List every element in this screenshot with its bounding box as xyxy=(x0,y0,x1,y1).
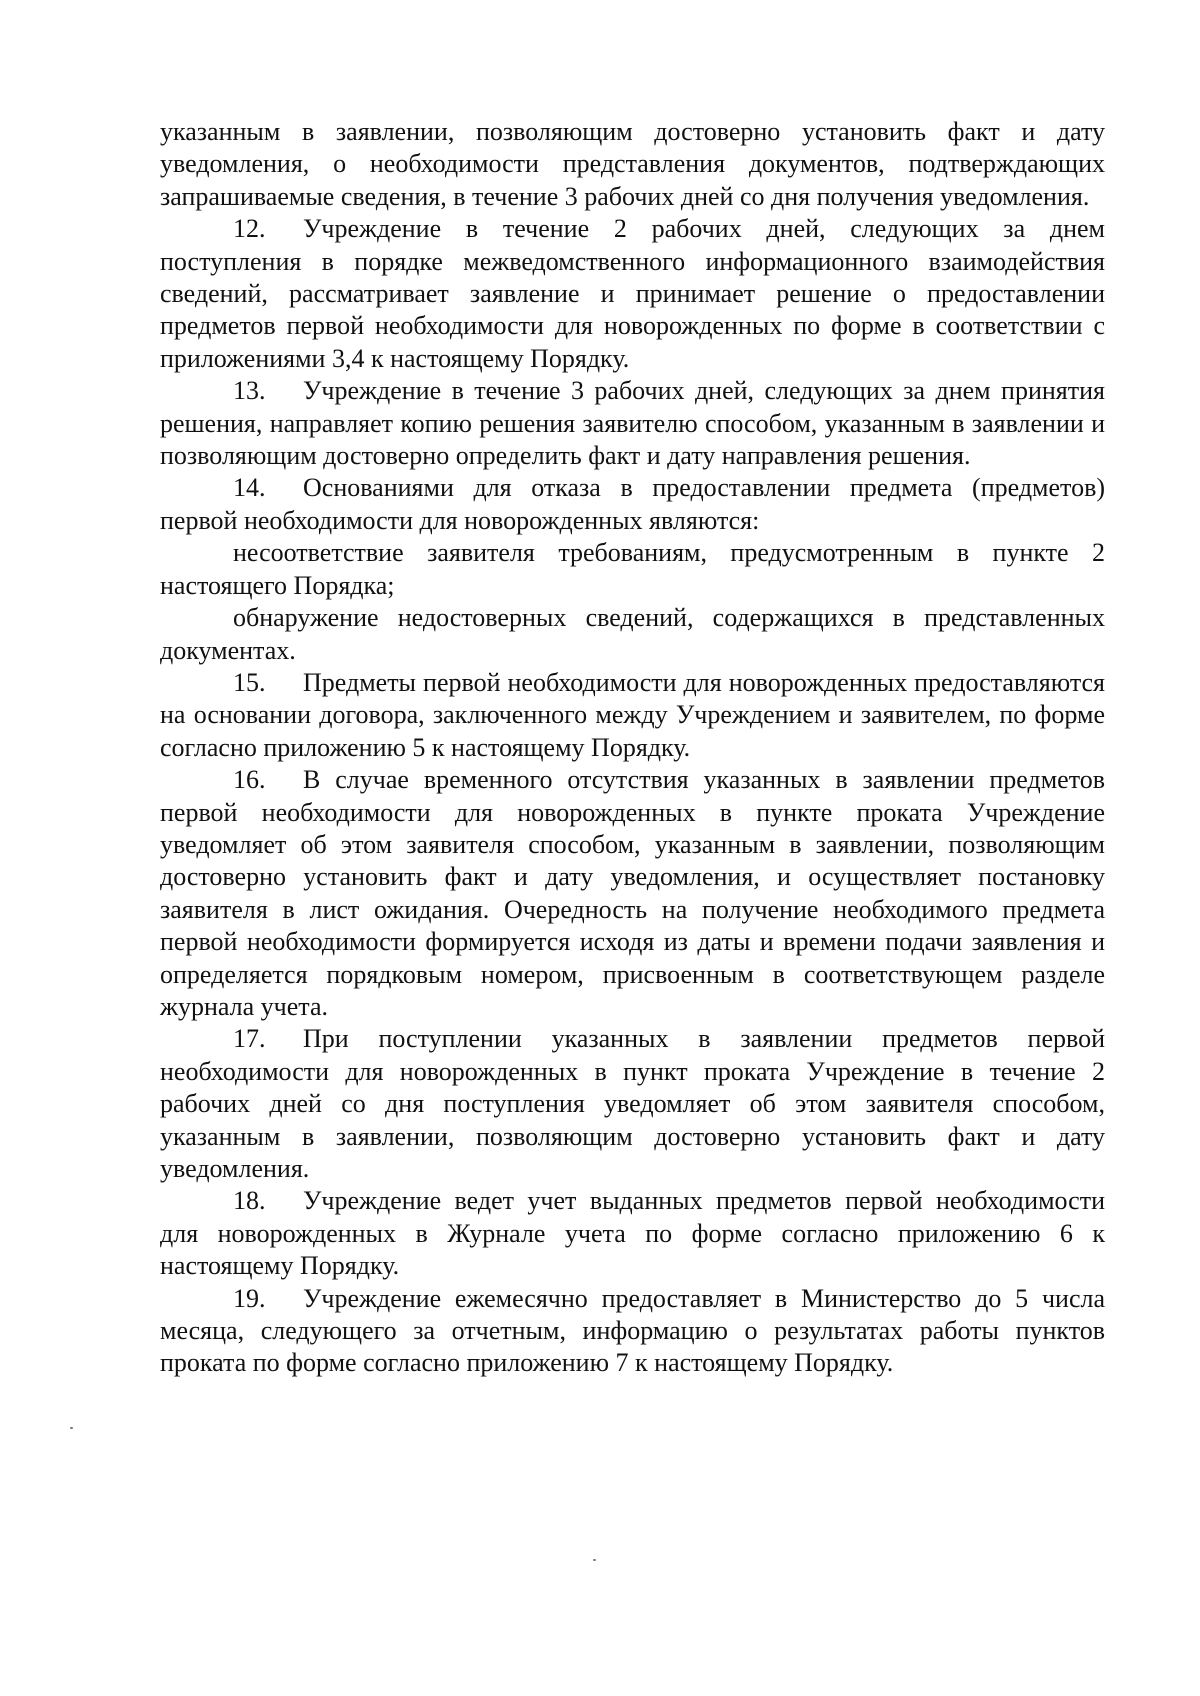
clause-14 xyxy=(160,472,1105,537)
clause-18 xyxy=(160,1185,1105,1282)
clause-text: При поступлении указанных в заявлении предметов первой необходимости для новорожденных в пункт проката Учреждение в течение 2 рабочих дней со дня поступления уведомляет об этом заявителя способом, указанным в заявлении, позволяющим достоверно установить факт и дату уведомления. xyxy=(160,1024,1105,1183)
clause-number: 19. xyxy=(233,1283,266,1313)
clause-number: 12. xyxy=(233,214,266,244)
clause-number: 16. xyxy=(233,765,266,795)
clause-text: Учреждение ведет учет выданных предметов первой необходимости для новорожденных в Журнале учета по форме согласно приложению 6 к настоящему Порядку. xyxy=(160,1186,1105,1281)
document-body xyxy=(160,116,1105,1380)
lead-paragraph: указанным в заявлении, позволяющим достоверно установить факт и дату уведомления, о необходимости представления документов, подтверждающих запрашиваемые сведения, в течение 3 рабочих дней со дня получения уведомления. xyxy=(160,117,1105,211)
clause-13 xyxy=(160,375,1105,472)
clause-text: Учреждение в течение 3 рабочих дней, следующих за днем принятия решения, направляет копию решения заявителю способом, указанным в заявлении и позволяющим достоверно определить факт и дату направления решения. xyxy=(160,376,1105,471)
refusal-ground-2: обнаружение недостоверных сведений, содержащихся в представленных документах. xyxy=(160,603,1105,665)
scan-speck xyxy=(70,1427,73,1429)
clause-number: 15. xyxy=(233,667,266,697)
clause-number: 13. xyxy=(233,376,266,406)
clause-16 xyxy=(160,764,1105,1023)
clause-number: 14. xyxy=(233,473,266,503)
clause-text: Основаниями для отказа в предоставлении предмета (предметов) первой необходимости для новорожденных являются: xyxy=(160,473,1105,535)
clause-number: 18. xyxy=(233,1186,266,1216)
clause-text: Предметы первой необходимости для новорожденных предоставляются на основании договора, заключенного между Учреждением и заявителем, по форме согласно приложению 5 к настоящему Порядку. xyxy=(160,667,1105,762)
scan-speck xyxy=(593,1559,596,1561)
clause-text: Учреждение ежемесячно предоставляет в Министерство до 5 числа месяца, следующего за отчетным, информацию о результатах работы пунктов проката по форме согласно приложению 7 к настоящему Порядку. xyxy=(160,1283,1105,1378)
clause-text: В случае временного отсутствия указанных в заявлении предметов первой необходимости для новорожденных в пункте проката Учреждение уведомляет об этом заявителя способом, указанным в заявлении, позволяющим достоверно установить факт и дату уведомления, и осуществляет постановку заявителя в лист ожидания. Очередность на получение необходимого предмета первой необходимости формируется исходя из даты и времени подачи заявления и определяется порядковым номером, присвоенным в соответствующем разделе журнала учета. xyxy=(160,765,1105,1021)
clause-number: 17. xyxy=(233,1024,266,1054)
clause-text: Учреждение в течение 2 рабочих дней, следующих за днем поступления в порядке межведомственного информационного взаимодействия сведений, рассматривает заявление и принимает решение о предоставлении предметов первой необходимости для новорожденных по форме в соответствии с приложениями 3,4 к настоящему Порядку. xyxy=(160,214,1105,373)
refusal-ground-1: несоответствие заявителя требованиям, предусмотренным в пункте 2 настоящего Порядка; xyxy=(160,538,1105,600)
clause-17 xyxy=(160,1023,1105,1185)
clause-12 xyxy=(160,213,1105,375)
clause-19 xyxy=(160,1283,1105,1380)
clause-15 xyxy=(160,667,1105,764)
